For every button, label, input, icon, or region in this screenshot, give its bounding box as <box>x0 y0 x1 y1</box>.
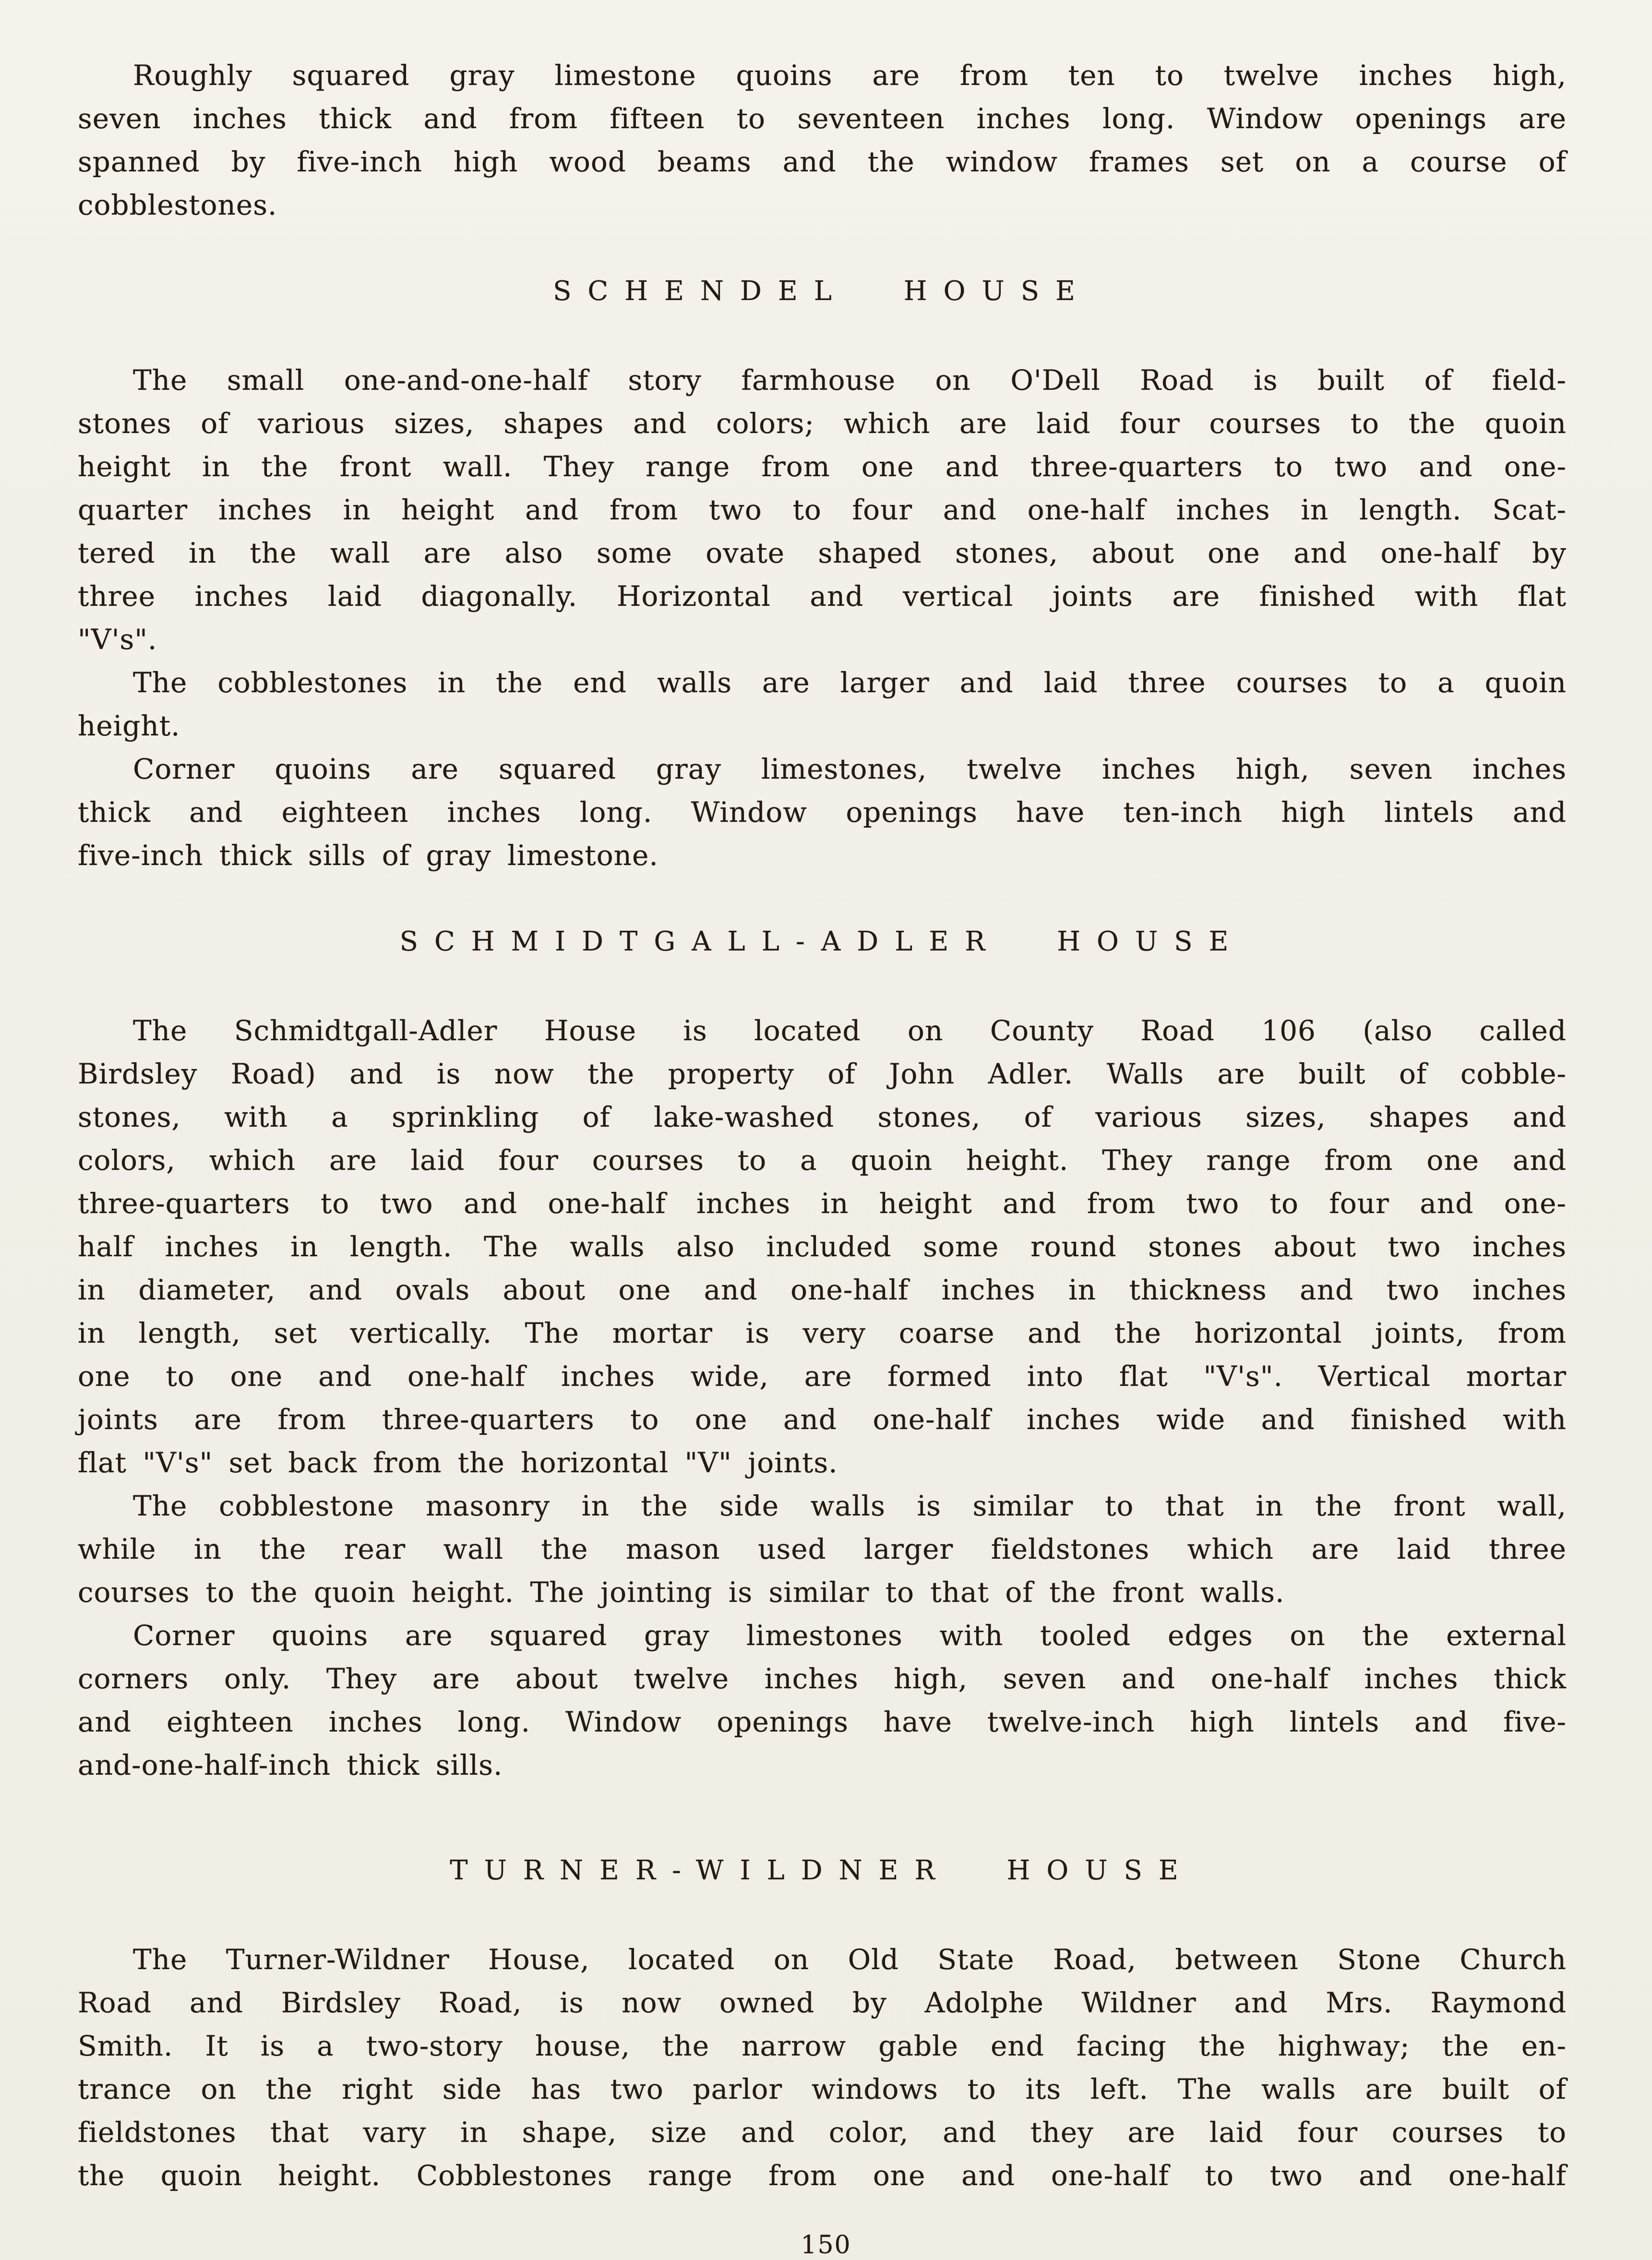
text-line: Road and Birdsley Road, is now owned by Adolphe Wildner and Mrs. Raymond <box>78 1986 1567 2019</box>
text-line: joints are from three-quarters to one and one-half inches wide and finished with <box>78 1403 1567 1436</box>
text-line: thick and eighteen inches long. Window openings have ten-inch high lintels and <box>78 796 1567 829</box>
text-line: and-one-half-inch thick sills. <box>78 1749 503 1781</box>
text-line: in diameter, and ovals about one and one-half inches in thickness and two inches <box>78 1274 1567 1306</box>
paragraph <box>78 1938 1567 2197</box>
text-line: seven inches thick and from fifteen to seventeen inches long. Window openings are <box>78 102 1567 135</box>
text-line: quarter inches in height and from two to four and one-half inches in length. Scat- <box>78 493 1567 526</box>
paragraph <box>78 747 1567 877</box>
paragraph <box>78 1614 1567 1787</box>
text-line: tered in the wall are also some ovate shaped stones, about one and one-half by <box>78 537 1567 569</box>
section-heading: SCHMIDTGALL-ADLER HOUSE <box>399 926 1245 957</box>
text-line: stones, with a sprinkling of lake-washed stones, of various sizes, shapes and <box>78 1101 1567 1133</box>
text-line: The cobblestones in the end walls are larger and laid three courses to a quoin <box>133 666 1567 699</box>
text-line: Corner quoins are squared gray limestones, twelve inches high, seven inches <box>133 753 1567 785</box>
text-line: cobblestones. <box>78 189 277 221</box>
text-line: flat "V's" set back from the horizontal "V" joints. <box>78 1446 838 1479</box>
paragraph <box>78 1484 1567 1614</box>
paragraph <box>78 1009 1567 1484</box>
text-line: stones of various sizes, shapes and colors; which are laid four courses to the quoin <box>78 407 1567 440</box>
text-line: height in the front wall. They range from one and three-quarters to two and one- <box>78 450 1567 483</box>
text-line: courses to the quoin height. The jointing is similar to that of the front walls. <box>78 1576 1285 1609</box>
paragraph <box>78 359 1567 661</box>
text-line: trance on the right side has two parlor windows to its left. The walls are built of <box>78 2073 1567 2105</box>
text-line: spanned by five-inch high wood beams and the window frames set on a course of <box>78 145 1567 178</box>
text-line: in length, set vertically. The mortar is very coarse and the horizontal joints, from <box>78 1317 1567 1349</box>
text-line: The Turner-Wildner House, located on Old State Road, between Stone Church <box>133 1943 1567 1976</box>
text-line: corners only. They are about twelve inches high, seven and one-half inches thick <box>78 1662 1567 1695</box>
text-line: the quoin height. Cobblestones range from one and one-half to two and one-half <box>78 2159 1567 2192</box>
text-line: three-quarters to two and one-half inches in height and from two to four and one- <box>78 1187 1567 1220</box>
text-line: colors, which are laid four courses to a quoin height. They range from one and <box>78 1144 1567 1177</box>
text-line: three inches laid diagonally. Horizontal and vertical joints are finished with flat <box>78 580 1567 613</box>
text-line: The Schmidtgall-Adler House is located on County Road 106 (also called <box>133 1014 1567 1047</box>
section-heading: SCHENDEL HOUSE <box>553 276 1091 307</box>
text-line: fieldstones that vary in shape, size and color, and they are laid four courses to <box>78 2116 1567 2149</box>
text-line: and eighteen inches long. Window openings have twelve-inch high lintels and five- <box>78 1706 1567 1738</box>
text-line: one to one and one-half inches wide, are formed into flat "V's". Vertical mortar <box>78 1360 1567 1393</box>
text-line: half inches in length. The walls also included some round stones about two inches <box>78 1230 1567 1263</box>
text-line: five-inch thick sills of gray limestone. <box>78 839 658 872</box>
page-footer <box>0 2224 1652 2260</box>
text-line: while in the rear wall the mason used larger fieldstones which are laid three <box>78 1533 1567 1565</box>
text-line: The cobblestone masonry in the side walls is similar to that in the front wall, <box>133 1490 1567 1522</box>
text-line: Birdsley Road) and is now the property of John Adler. Walls are built of cobble- <box>78 1058 1567 1090</box>
paragraph <box>78 54 1567 227</box>
section-heading: TURNER-WILDNER HOUSE <box>450 1855 1195 1886</box>
paragraph <box>78 661 1567 747</box>
text-line: The small one-and-one-half story farmhouse on O'Dell Road is built of field- <box>133 364 1567 397</box>
page-number: 150 <box>801 2231 851 2260</box>
text-line: Roughly squared gray limestone quoins are from ten to twelve inches high, <box>133 59 1567 92</box>
text-line: "V's". <box>78 623 157 656</box>
text-line: height. <box>78 709 180 742</box>
text-line: Corner quoins are squared gray limestones with tooled edges on the external <box>133 1619 1567 1652</box>
text-line: Smith. It is a two-story house, the narrow gable end facing the highway; the en- <box>78 2030 1567 2062</box>
